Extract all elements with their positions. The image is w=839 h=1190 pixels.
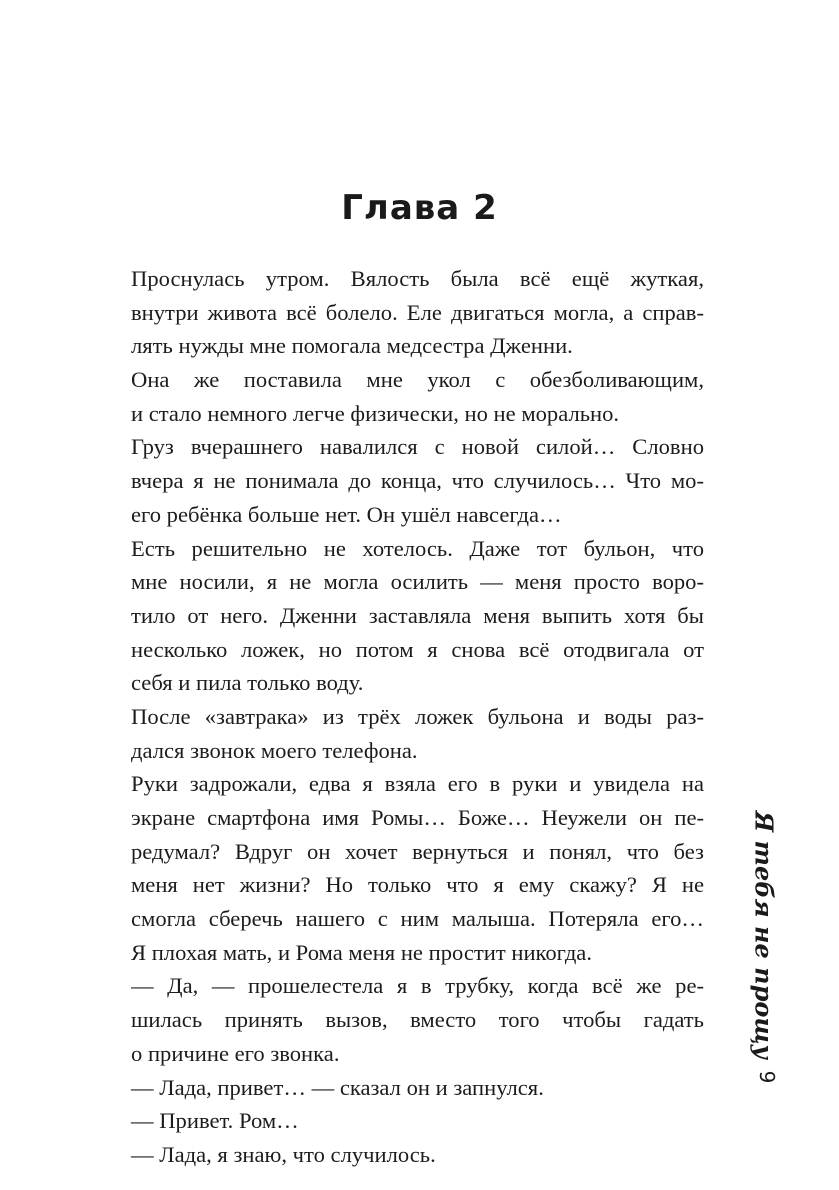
text-line: смогла сберечь нашего с ним малыша. Потеряла его…	[131, 906, 704, 932]
text-line: себя и пила только воду.	[131, 670, 364, 696]
text-line: — Привет. Ром…	[131, 1108, 299, 1134]
text-line: — Лада, привет… — сказал он и запнулся.	[131, 1074, 544, 1100]
text-line: дался звонок моего телефона.	[131, 737, 418, 763]
text-line: Руки задрожали, едва я взяла его в руки и увидела на	[131, 771, 704, 797]
text-line: внутри живота всё болело. Еле двигаться могла, а справ-	[131, 299, 704, 325]
running-title-text: Я тебя не прощу	[749, 811, 779, 1059]
text-line: — Да, — прошелестела я в трубку, когда всё же ре-	[131, 973, 704, 999]
text-line: Проснулась утром. Вялость была всё ещё жуткая,	[131, 266, 704, 291]
text-line: Груз вчерашнего навалился с новой силой… Словно	[131, 434, 704, 460]
page-number: 9	[755, 1070, 779, 1084]
text-line: редумал? Вдруг он хочет вернуться и понял, что без	[131, 838, 704, 864]
text-line: После «завтрака» из трёх ложек бульона и воды раз-	[131, 703, 704, 729]
text-line: лять нужды мне помогала медсестра Дженни.	[131, 333, 573, 359]
text-line: Есть решительно не хотелось. Даже тот бульон, что	[131, 535, 704, 561]
chapter-title: Глава 2	[341, 188, 498, 228]
text-line: и стало немного легче физически, но не морально.	[131, 400, 620, 426]
body-text	[131, 262, 704, 1172]
text-line: о причине его звонка.	[131, 1040, 340, 1066]
text-line: вчера я не понимала до конца, что случилось… Что мо-	[131, 468, 704, 494]
text-line: Она же поставила мне укол с обезболивающим,	[131, 367, 704, 393]
text-line: — Лада, я знаю, что случилось.	[131, 1141, 436, 1167]
text-line: меня нет жизни? Но только что я ему скажу? Я не	[131, 872, 704, 898]
text-line: экране смартфона имя Ромы… Боже… Неужели он пе-	[131, 805, 704, 830]
running-title	[744, 811, 784, 1059]
text-line: мне носили, я не могла осилить — меня просто воро-	[131, 569, 704, 595]
text-line: Я плохая мать, и Рома меня не простит никогда.	[131, 939, 592, 965]
text-line: несколько ложек, но потом я снова всё отодвигала от	[131, 636, 704, 662]
text-line: тило от него. Дженни заставляла меня выпить хотя бы	[131, 602, 704, 628]
text-line: его ребёнка больше нет. Он ушёл навсегда…	[131, 501, 562, 527]
text-line: шилась принять вызов, вместо того чтобы гадать	[131, 1007, 704, 1033]
